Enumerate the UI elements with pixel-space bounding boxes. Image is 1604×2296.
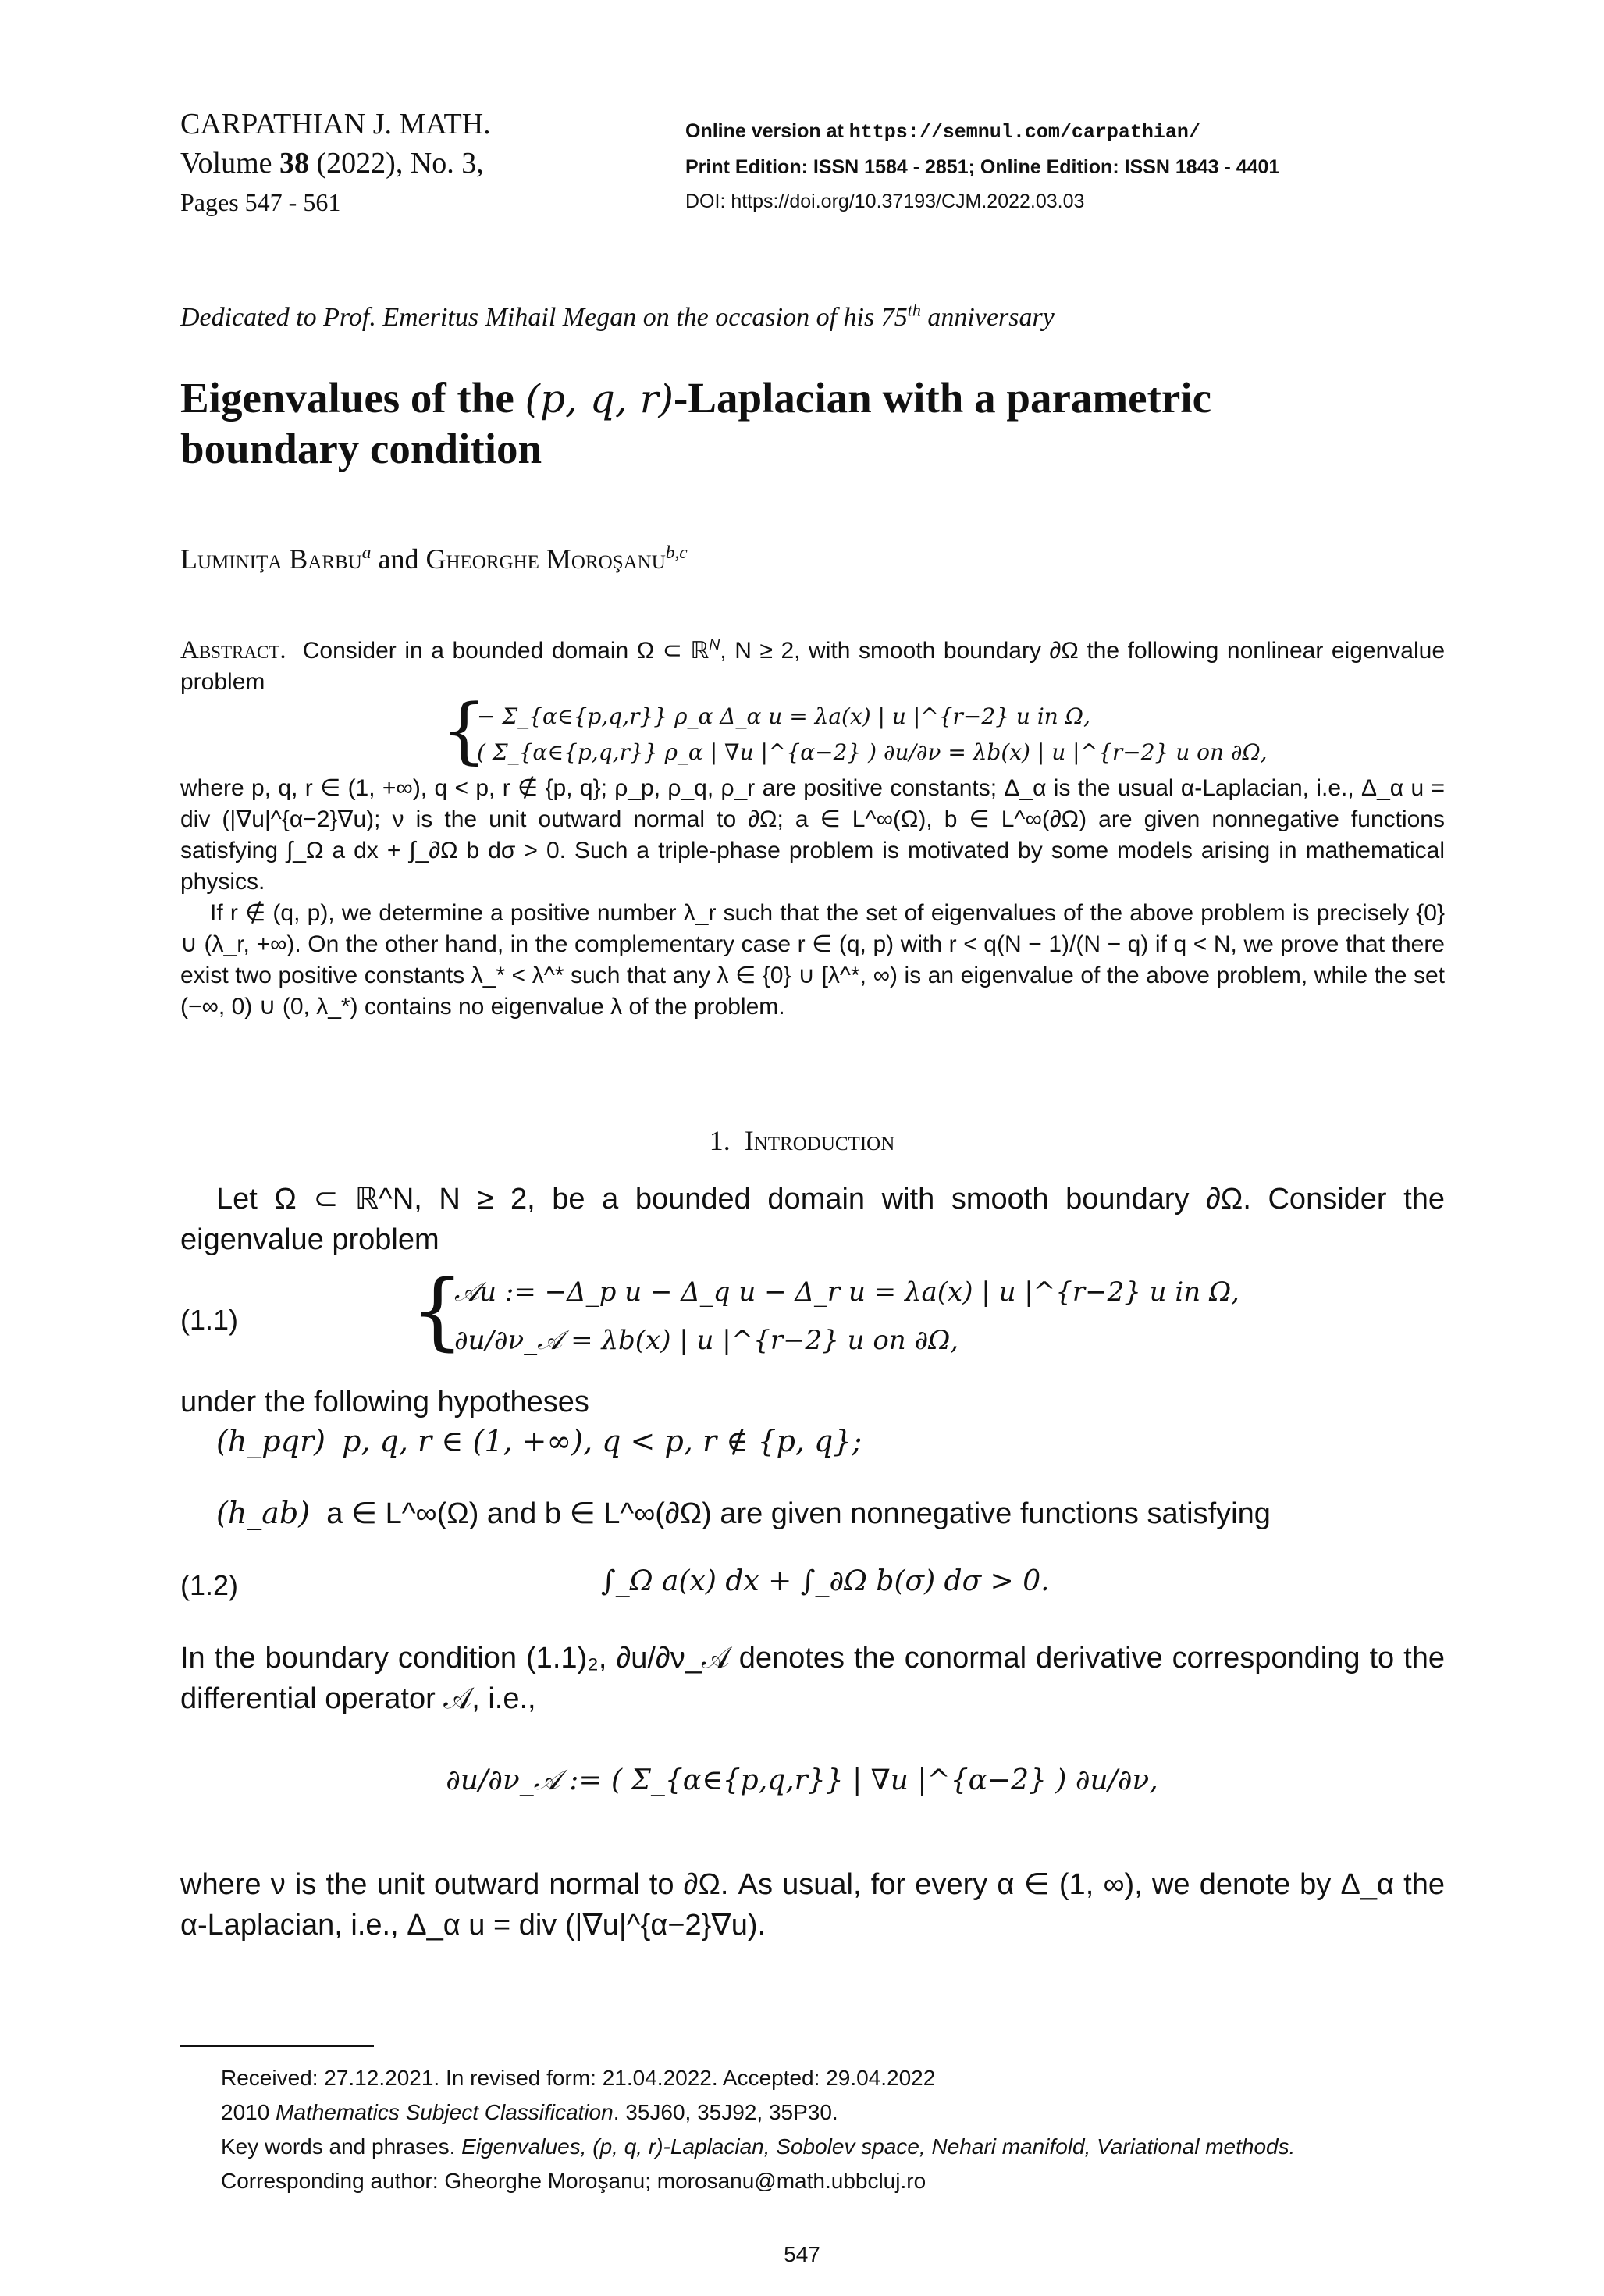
eq-1-1-line-1: 𝒜u := −Δ_p u − Δ_q u − Δ_r u = λa(x) | u |^{r−2} u in Ω,: [454, 1276, 1239, 1308]
section-number: 1.: [709, 1125, 731, 1156]
title-post: -Laplacian with a parametric: [674, 374, 1211, 422]
abstract-p1-intro: [180, 635, 1445, 698]
online-prefix: Online version at: [685, 120, 849, 142]
page-number: 547: [784, 2242, 820, 2266]
footnote-received: Received: 27.12.2021. In revised form: 21.04.2022. Accepted: 29.04.2022: [221, 2066, 936, 2090]
msc-prefix: 2010: [221, 2100, 276, 2124]
keywords-prefix: Key words and phrases.: [221, 2134, 462, 2159]
volume-number: 38: [279, 147, 310, 180]
issn-line: Print Edition: ISSN 1584 - 2851; Online Edition: ISSN 1843 - 4401: [685, 156, 1280, 178]
hyp-ab: [216, 1493, 1442, 1534]
abstract-system: [180, 689, 1445, 773]
online-line: [685, 114, 1279, 150]
publication-info: [685, 114, 1279, 219]
section-heading: [0, 1124, 1604, 1157]
abstract-p1-a: Consider in a bounded domain Ω ⊂ ℝ: [302, 638, 710, 664]
author-2-affil: b,c: [665, 543, 688, 563]
system-line-2: ( Σ_{α∈{p,q,r}} ρ_α | ∇u |^{α−2} ) ∂u/∂ν = λb(x) | u |^{r−2} u on ∂Ω,: [477, 739, 1268, 765]
volume-prefix: Volume: [180, 147, 280, 180]
journal-header: [180, 105, 491, 222]
title-math: (p, q, r): [525, 376, 674, 422]
msc-label: Mathematics Subject Classification: [276, 2100, 614, 2124]
hyp-pqr: [216, 1421, 1434, 1462]
online-url[interactable]: https://semnul.com/carpathian/: [848, 121, 1200, 144]
abstract-p1-rest: where p, q, r ∈ (1, +∞), q < p, r ∉ {p, q}; ρ_p, ρ_q, ρ_r are positive constants; Δ_α is the usual α-Laplacian, i.e., Δ_α u = div (|∇u|^{α−2}∇u); ν is the unit outward normal to ∂Ω; a ∈ L^∞(Ω), b ∈ L^∞(∂Ω) are given nonnegative functions satisfying ∫_Ω a dx + ∫_∂Ω b dσ > 0. Such a triple-phase problem is motivated by some models arising in mathematical physics.: [180, 775, 1445, 895]
eq-1-1-line-2: ∂u/∂ν_𝒜 = λb(x) | u |^{r−2} u on ∂Ω,: [454, 1325, 959, 1356]
eq-1-1-brace-icon: {: [411, 1262, 464, 1360]
abstract: [180, 635, 1445, 1023]
system-line-1: − Σ_{α∈{p,q,r}} ρ_α Δ_α u = λa(x) | u |^{r−2} u in Ω,: [477, 703, 1090, 729]
journal-name: CARPATHIAN J. MATH.: [180, 108, 491, 141]
title-line-1: [180, 373, 1445, 424]
authors: [180, 543, 688, 575]
pages-line: Pages 547 - 561: [180, 188, 341, 216]
abstract-p1-b: , N ≥ 2, with smooth boundary ∂Ω the following nonlinear eigenvalue problem: [180, 638, 1446, 695]
footnote-corresponding: Corresponding author: Gheorghe Moroşanu; morosanu@math.ubbcluj.ro: [221, 2169, 926, 2193]
title-line-2: boundary condition: [180, 425, 542, 472]
paper-title: [180, 373, 1445, 474]
footnotes: [221, 2061, 1295, 2198]
doi-line[interactable]: DOI: https://doi.org/10.37193/CJM.2022.03.03: [685, 190, 1085, 212]
intro-p1: Let Ω ⊂ ℝ^N, N ≥ 2, be a bounded domain with smooth boundary ∂Ω. Consider the eigenvalue problem: [180, 1183, 1445, 1256]
hyp-ab-text: a ∈ L^∞(Ω) and b ∈ L^∞(∂Ω) are given nonnegative functions satisfying: [326, 1497, 1271, 1530]
dedication-suffix: anniversary: [920, 303, 1055, 332]
eq-1-2: ∫_Ω a(x) dx + ∫_∂Ω b(σ) dσ > 0.: [601, 1565, 1050, 1597]
msc-codes: . 35J60, 35J92, 35P30.: [613, 2100, 838, 2124]
section-title: Introduction: [744, 1125, 895, 1156]
authors-and: and: [371, 543, 426, 575]
author-1: Luminiţa Barbu: [180, 543, 362, 575]
dedication-sup: th: [907, 300, 921, 320]
abstract-heading: Abstract.: [180, 636, 286, 664]
title-pre: Eigenvalues of the: [180, 374, 525, 422]
hypotheses-intro: under the following hypotheses: [180, 1386, 589, 1419]
hyp-pqr-label: (h_pqr): [216, 1424, 325, 1458]
abstract-p1-N: N: [709, 636, 720, 653]
eq-1-1-label: (1.1): [180, 1304, 239, 1336]
hyp-pqr-text: p, q, r ∈ (1, +∞), q < p, r ∉ {p, q};: [342, 1424, 862, 1458]
dedication: [180, 300, 1429, 333]
conormal-equation: ∂u/∂ν_𝒜 := ( Σ_{α∈{p,q,r}} | ∇u |^{α−2} ) ∂u/∂ν,: [446, 1764, 1158, 1796]
footnote-rule: [180, 2045, 374, 2047]
abstract-p2: If r ∉ (q, p), we determine a positive number λ_r such that the set of eigenvalues of the above problem is precisely {0} ∪ (λ_r, +∞). On the other hand, in the complementary case r ∈ (q, p) with r < q(N − 1)/(N − q) if q < N, we prove that there exist two positive constants λ_* < λ^* such that any λ ∈ {0} ∪ [λ^*, ∞) is an eigenvalue of the above problem, while the set (−∞, 0) ∪ (0, λ_*) contains no eigenvalue λ of the problem.: [180, 900, 1445, 1020]
author-1-affil: a: [361, 543, 372, 563]
author-2: Gheorghe Moroşanu: [425, 543, 666, 575]
intro-p3: where ν is the unit outward normal to ∂Ω. As usual, for every α ∈ (1, ∞), we denote by Δ_α the α-Laplacian, i.e., Δ_α u = div (|∇u|^{α−2}∇u).: [180, 1868, 1445, 1942]
hyp-ab-label: (h_ab): [216, 1496, 311, 1530]
dedication-text: Dedicated to Prof. Emeritus Mihail Megan on the occasion of his 75: [180, 303, 908, 332]
volume-line: [180, 144, 491, 183]
footnote-msc: [221, 2095, 1295, 2130]
volume-suffix: (2022), No. 3,: [309, 147, 484, 180]
system-brace-icon: {: [441, 689, 487, 772]
footnote-keywords: [221, 2130, 1295, 2164]
keywords-text: Eigenvalues, (p, q, r)-Laplacian, Sobolev space, Nehari manifold, Variational methods.: [461, 2134, 1296, 2159]
intro-p2: In the boundary condition (1.1)₂, ∂u/∂ν_𝒜 denotes the conormal derivative corresponding to the differential operator 𝒜, i.e.,: [180, 1642, 1445, 1715]
eq-1-2-label: (1.2): [180, 1569, 239, 1601]
